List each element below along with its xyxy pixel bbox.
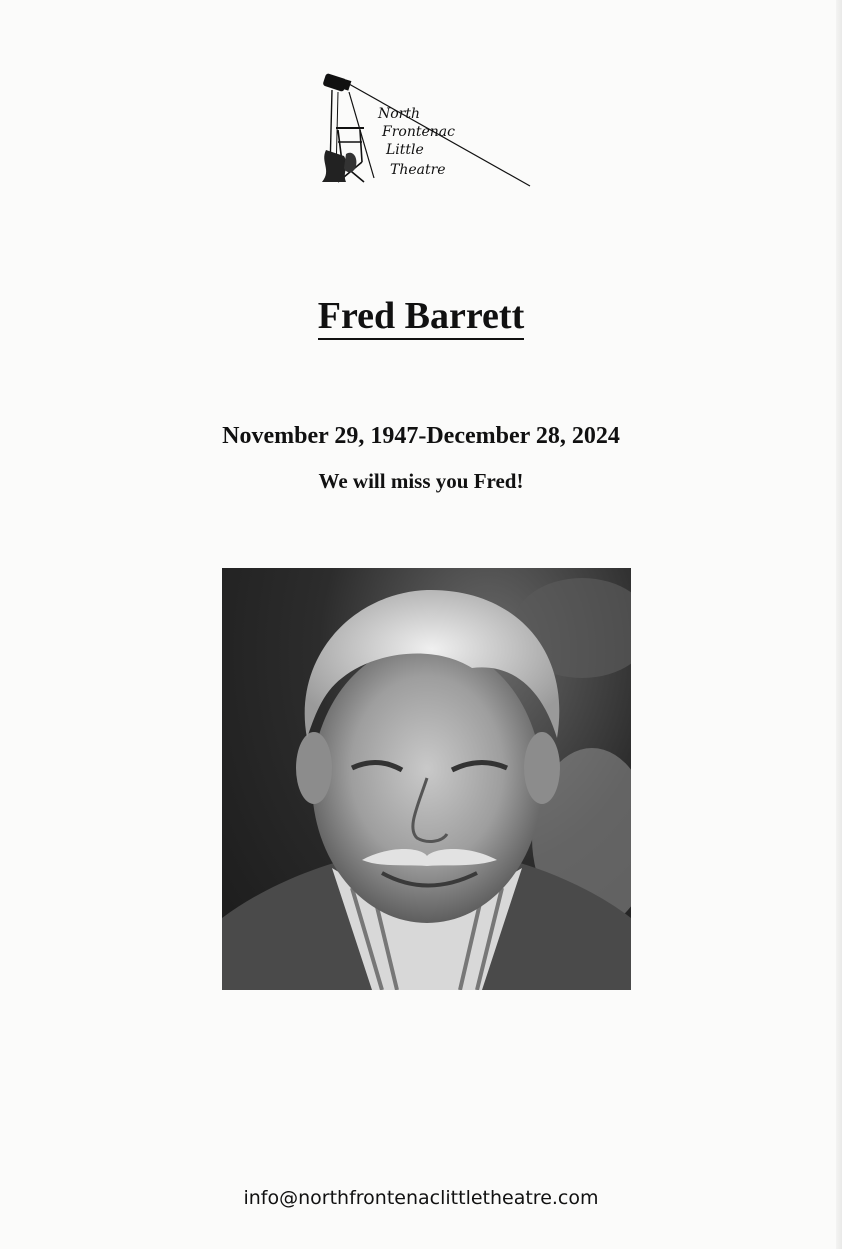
logo-line-north: North	[378, 106, 421, 122]
spotlight-chair-logo-icon	[316, 70, 536, 192]
logo-line-theatre: Theatre	[390, 162, 446, 178]
portrait-illustration-icon	[222, 568, 631, 990]
logo-line-frontenac: Frontenac	[382, 124, 455, 140]
memorial-title	[0, 292, 842, 340]
memorial-tagline: We will miss you Fred!	[318, 469, 524, 493]
contact-email[interactable]: info@northfrontenaclittletheatre.com	[243, 1187, 599, 1209]
logo-line-little: Little	[386, 142, 424, 158]
memorial-name: Fred Barrett	[318, 295, 524, 340]
portrait-photo	[222, 568, 631, 990]
page-edge	[836, 0, 842, 1249]
theatre-logo	[316, 70, 536, 192]
memorial-dates: November 29, 1947-December 28, 2024	[222, 423, 620, 449]
